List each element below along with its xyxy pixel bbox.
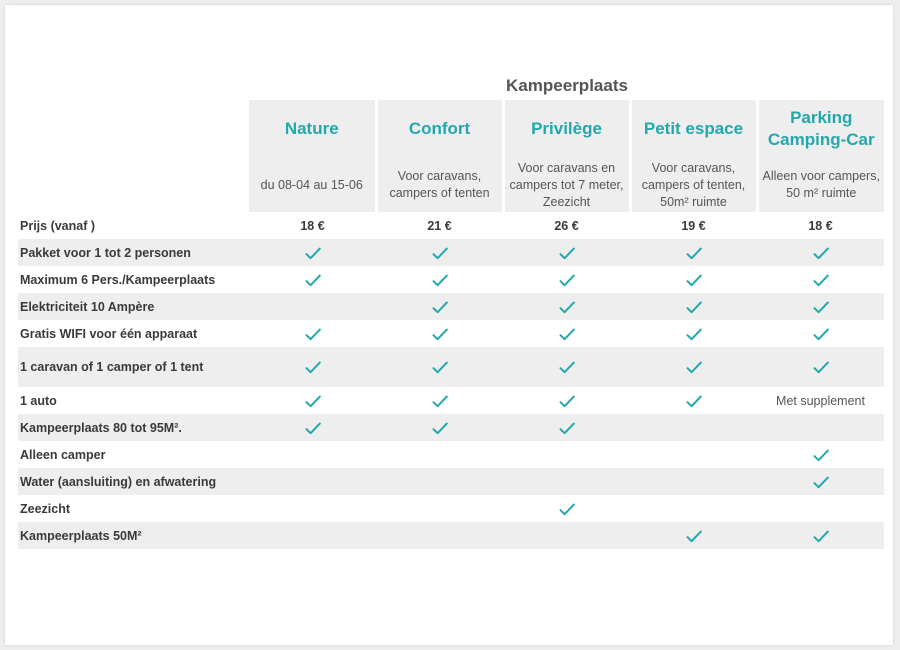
feature-cell [376, 239, 503, 266]
checkmark-icon [305, 361, 321, 374]
column-header [503, 100, 630, 212]
column-header [757, 100, 884, 212]
feature-cell [376, 266, 503, 293]
checkmark-icon [686, 395, 702, 408]
feature-cell [757, 266, 884, 293]
price-label: Prijs (vanaf ) [20, 218, 96, 233]
feature-cell [757, 320, 884, 347]
checkmark-icon [686, 361, 702, 374]
feature-row [18, 239, 884, 266]
price-value: 19 € [681, 218, 706, 233]
feature-cell [630, 293, 757, 320]
pricing-table [18, 100, 884, 549]
price-value: 21 € [427, 218, 452, 233]
price-row [18, 212, 884, 239]
feature-cell [249, 468, 376, 495]
feature-cell [249, 441, 376, 468]
feature-cell [757, 522, 884, 549]
checkmark-icon [559, 301, 575, 314]
feature-label: Elektriciteit 10 Ampère [18, 293, 249, 320]
checkmark-icon [559, 503, 575, 516]
feature-cell [376, 522, 503, 549]
checkmark-icon [305, 422, 321, 435]
feature-cell [503, 293, 630, 320]
checkmark-icon [432, 247, 448, 260]
checkmark-icon [432, 361, 448, 374]
checkmark-icon [686, 328, 702, 341]
column-description: Voor caravans, campers of tenten, 50m² ruimte [641, 160, 746, 209]
feature-cell [376, 387, 503, 414]
feature-cell [249, 414, 376, 441]
feature-cell [503, 495, 630, 522]
checkmark-icon [813, 247, 829, 260]
column-title: Confort [408, 119, 471, 138]
column-title: Parking Camping-Car [767, 108, 875, 149]
feature-row [18, 387, 884, 414]
checkmark-icon [305, 274, 321, 287]
feature-label: Pakket voor 1 tot 2 personen [18, 239, 249, 266]
feature-cell [630, 414, 757, 441]
checkmark-icon [559, 361, 575, 374]
checkmark-icon [432, 328, 448, 341]
feature-cell [503, 414, 630, 441]
column-description: Voor caravans en campers tot 7 meter, Zeezicht [509, 160, 624, 209]
feature-cell [630, 239, 757, 266]
checkmark-icon [813, 328, 829, 341]
column-title: Nature [284, 119, 339, 138]
header-corner [18, 100, 249, 212]
supplement-note: Met supplement [776, 393, 865, 408]
checkmark-icon [432, 274, 448, 287]
feature-cell [249, 239, 376, 266]
feature-row [18, 266, 884, 293]
checkmark-icon [305, 395, 321, 408]
feature-cell [503, 239, 630, 266]
feature-label: Kampeerplaats 80 tot 95M². [18, 414, 249, 441]
feature-cell [249, 266, 376, 293]
checkmark-icon [813, 301, 829, 314]
feature-row [18, 441, 884, 468]
feature-cell [757, 239, 884, 266]
feature-cell [630, 347, 757, 387]
feature-cell [757, 414, 884, 441]
header-row [18, 100, 884, 212]
feature-cell [249, 347, 376, 387]
feature-cell [376, 414, 503, 441]
feature-cell [376, 495, 503, 522]
column-header [376, 100, 503, 212]
checkmark-icon [559, 328, 575, 341]
checkmark-icon [432, 422, 448, 435]
feature-cell [757, 468, 884, 495]
feature-label: Alleen camper [20, 447, 106, 462]
feature-label: Kampeerplaats 50M² [18, 522, 249, 549]
checkmark-icon [686, 274, 702, 287]
feature-row [18, 293, 884, 320]
price-value: 26 € [554, 218, 579, 233]
price-value: 18 € [808, 218, 833, 233]
feature-cell [630, 320, 757, 347]
feature-cell [503, 387, 630, 414]
column-description: du 08-04 au 15-06 [260, 177, 363, 192]
feature-cell [376, 347, 503, 387]
checkmark-icon [559, 247, 575, 260]
feature-cell [503, 347, 630, 387]
feature-cell [503, 468, 630, 495]
feature-label: Maximum 6 Pers./Kampeerplaats [20, 272, 216, 287]
feature-cell [503, 266, 630, 293]
checkmark-icon [813, 274, 829, 287]
feature-cell [249, 320, 376, 347]
price-value: 18 € [300, 218, 325, 233]
feature-cell [757, 495, 884, 522]
feature-cell [249, 495, 376, 522]
feature-row [18, 320, 884, 347]
checkmark-icon [559, 422, 575, 435]
feature-label: 1 auto [20, 393, 57, 408]
checkmark-icon [432, 395, 448, 408]
feature-cell [630, 495, 757, 522]
column-title: Petit espace [643, 119, 744, 138]
section-title: Kampeerplaats [506, 76, 628, 95]
feature-row [18, 414, 884, 441]
feature-cell [249, 387, 376, 414]
feature-cell [249, 522, 376, 549]
column-header [630, 100, 757, 212]
checkmark-icon [813, 530, 829, 543]
feature-cell [757, 293, 884, 320]
feature-cell [249, 293, 376, 320]
column-title: Privilège [531, 119, 602, 138]
checkmark-icon [305, 328, 321, 341]
column-description: Voor caravans, campers of tenten [389, 169, 490, 200]
feature-row [18, 468, 884, 495]
checkmark-icon [686, 301, 702, 314]
checkmark-icon [432, 301, 448, 314]
feature-cell [376, 468, 503, 495]
feature-row [18, 347, 884, 387]
checkmark-icon [559, 274, 575, 287]
feature-cell [376, 293, 503, 320]
checkmark-icon [686, 530, 702, 543]
feature-label: Gratis WIFI voor één apparaat [20, 326, 198, 341]
column-header [249, 100, 376, 212]
feature-cell [757, 347, 884, 387]
feature-cell [630, 266, 757, 293]
checkmark-icon [813, 476, 829, 489]
feature-cell [757, 387, 884, 414]
checkmark-icon [813, 361, 829, 374]
feature-row [18, 495, 884, 522]
checkmark-icon [559, 395, 575, 408]
feature-label: 1 caravan of 1 camper of 1 tent [18, 347, 249, 387]
feature-cell [630, 387, 757, 414]
feature-row [18, 522, 884, 549]
column-description: Alleen voor campers, 50 m² ruimte [762, 169, 880, 200]
feature-label: Zeezicht [20, 501, 71, 516]
feature-cell [503, 522, 630, 549]
feature-label: Water (aansluiting) en afwatering [18, 468, 249, 495]
feature-cell [757, 441, 884, 468]
feature-cell [630, 441, 757, 468]
checkmark-icon [305, 247, 321, 260]
feature-cell [630, 522, 757, 549]
feature-cell [376, 320, 503, 347]
feature-cell [503, 320, 630, 347]
checkmark-icon [686, 247, 702, 260]
feature-cell [376, 441, 503, 468]
checkmark-icon [813, 449, 829, 462]
feature-cell [503, 441, 630, 468]
feature-cell [630, 468, 757, 495]
